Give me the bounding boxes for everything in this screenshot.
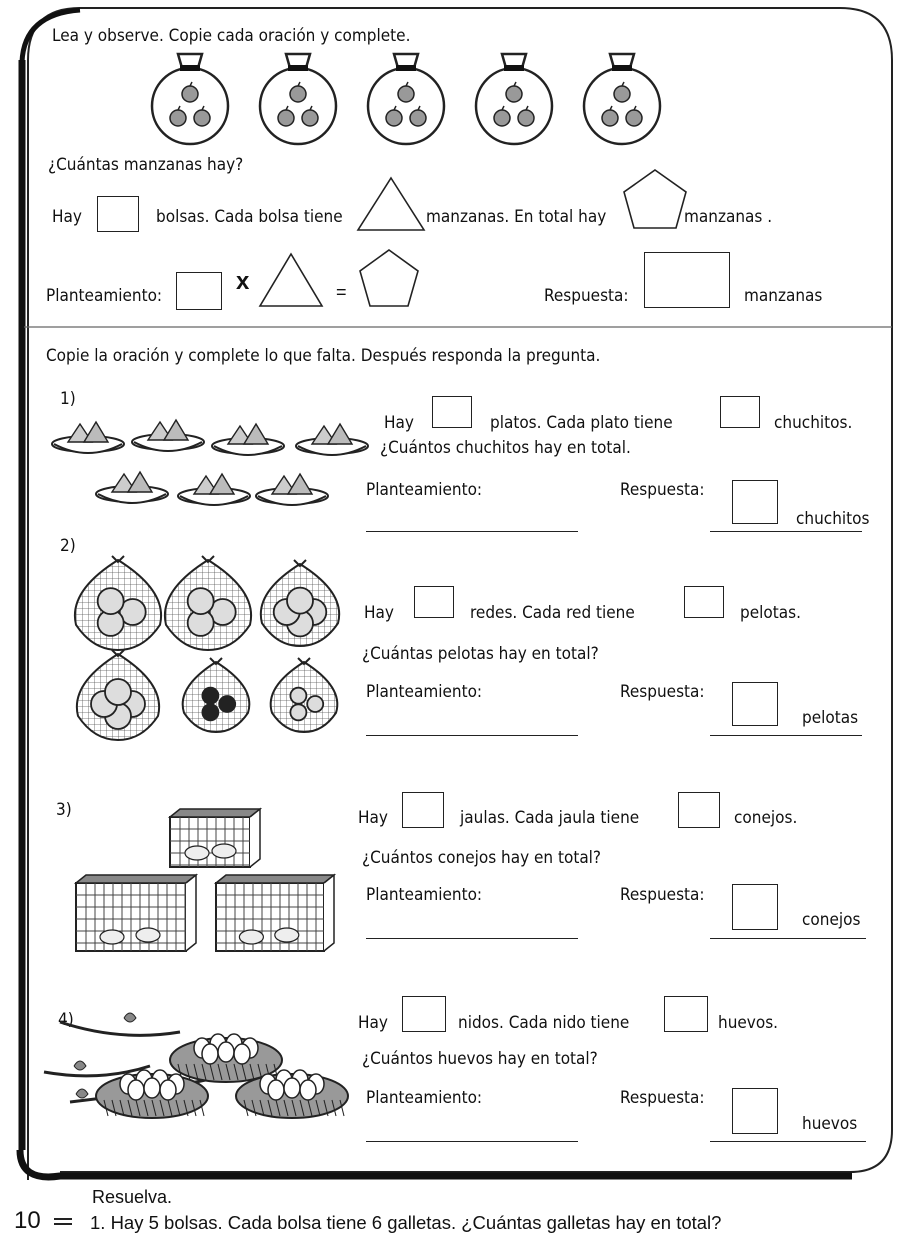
plate-tamales-icon: [178, 474, 250, 505]
problem-1-middle: platos. Cada plato tiene: [490, 413, 673, 433]
problem-2-unit: pelotas: [802, 708, 859, 728]
problem-1-number: 1): [60, 389, 76, 409]
problem-2-each-box[interactable]: [684, 586, 724, 618]
problem-1-hay: Hay: [384, 413, 414, 433]
intro-bolsas-label: bolsas. Cada bolsa tiene: [156, 207, 343, 227]
respuesta-answer-box[interactable]: [644, 252, 730, 308]
ball-net-icon: [183, 658, 250, 732]
problem-3-answer-box[interactable]: [732, 884, 778, 930]
problem-4-hay: Hay: [358, 1013, 388, 1033]
ball-net-icon: [261, 560, 339, 646]
problem-4-number: 4): [58, 1010, 74, 1030]
problem-2-end: pelotas.: [740, 603, 801, 623]
problem-2-question: ¿Cuántas pelotas hay en total?: [362, 644, 599, 664]
planteamiento-square-box[interactable]: [176, 272, 222, 310]
nets-illustration: [78, 550, 358, 746]
problem-2-answer-box[interactable]: [732, 682, 778, 726]
problem-1-each-box[interactable]: [720, 396, 760, 428]
apple-bags-row: [140, 48, 660, 148]
problem-1-respuesta-line[interactable]: [710, 531, 862, 532]
footer-problem: 1. Hay 5 bolsas. Cada bolsa tiene 6 galletas. ¿Cuántas galletas hay en total?: [90, 1212, 722, 1233]
problem-2-hay: Hay: [364, 603, 394, 623]
problem-3-middle: jaulas. Cada jaula tiene: [460, 808, 640, 828]
problem-2-respuesta: Respuesta:: [620, 682, 705, 702]
plate-tamales-icon: [52, 422, 124, 453]
problem-1-end: chuchitos.: [774, 413, 853, 433]
plate-tamales-icon: [256, 474, 328, 505]
apple-bag-icon: [152, 54, 228, 144]
problem-4-each-box[interactable]: [664, 996, 708, 1032]
problem-4-question: ¿Cuántos huevos hay en total?: [362, 1049, 598, 1069]
problem-3-planteamiento: Planteamiento:: [366, 885, 483, 905]
problem-1-unit: chuchitos: [796, 509, 870, 529]
intro-instruction: Lea y observe. Copie cada oración y complete.: [52, 26, 411, 46]
intro-manzanas-end-label: manzanas .: [684, 207, 773, 227]
equals-sign: =: [336, 282, 347, 302]
problem-3-each-box[interactable]: [678, 792, 720, 828]
problem-4-planteamiento: Planteamiento:: [366, 1088, 483, 1108]
problem-4-middle: nidos. Cada nido tiene: [458, 1013, 630, 1033]
plate-tamales-icon: [96, 472, 168, 503]
problem-3-count-box[interactable]: [402, 792, 444, 828]
plate-tamales-icon: [296, 424, 368, 455]
plate-tamales-icon: [212, 424, 284, 455]
problem-4-planteamiento-line[interactable]: [366, 1141, 578, 1142]
page-number-rule: [54, 1217, 74, 1227]
intro-manzanas-mid-label: manzanas. En total hay: [426, 207, 607, 227]
problem-2-number: 2): [60, 536, 76, 556]
intro-hay-label: Hay: [52, 207, 82, 227]
problem-2-middle: redes. Cada red tiene: [470, 603, 635, 623]
problem-3-number: 3): [56, 800, 72, 820]
apple-bag-icon: [260, 54, 336, 144]
apple-bag-icon: [368, 54, 444, 144]
section2-instruction: Copie la oración y complete lo que falta. Después responda la pregunta.: [46, 346, 601, 366]
problem-4-unit: huevos: [802, 1114, 858, 1134]
problem-3-end: conejos.: [734, 808, 798, 828]
ball-net-icon: [271, 658, 338, 732]
cages-illustration: [70, 805, 350, 955]
ball-net-icon: [165, 556, 251, 650]
problem-4-respuesta: Respuesta:: [620, 1088, 705, 1108]
planteamiento-pentagon[interactable]: [358, 248, 420, 308]
apples-per-bag-triangle[interactable]: [356, 176, 426, 232]
intro-respuesta-unit: manzanas: [744, 286, 823, 306]
problem-2-planteamiento: Planteamiento:: [366, 682, 483, 702]
problem-2-count-box[interactable]: [414, 586, 454, 618]
plates-illustration: [48, 408, 368, 508]
problem-3-planteamiento-line[interactable]: [366, 938, 578, 939]
problem-4-end: huevos.: [718, 1013, 779, 1033]
ball-net-icon: [77, 650, 159, 740]
problem-3-unit: conejos: [802, 910, 861, 930]
problem-1-question: ¿Cuántos chuchitos hay en total.: [380, 438, 631, 458]
problem-1-answer-box[interactable]: [732, 480, 778, 524]
rabbit-cage-icon: [216, 875, 334, 951]
problem-1-respuesta: Respuesta:: [620, 480, 705, 500]
problem-1-count-box[interactable]: [432, 396, 472, 428]
footer-resuelva: Resuelva.: [92, 1187, 173, 1207]
page-number: 10: [14, 1207, 41, 1234]
problem-4-answer-box[interactable]: [732, 1088, 778, 1134]
problem-4-count-box[interactable]: [402, 996, 446, 1032]
nests-illustration: [40, 1002, 360, 1132]
rabbit-cage-icon: [76, 875, 196, 951]
problem-1-planteamiento: Planteamiento:: [366, 480, 483, 500]
intro-question: ¿Cuántas manzanas hay?: [48, 155, 244, 175]
problem-3-respuesta: Respuesta:: [620, 885, 705, 905]
ball-net-icon: [75, 556, 161, 650]
bags-count-box[interactable]: [97, 196, 139, 232]
plate-tamales-icon: [132, 420, 204, 451]
problem-4-respuesta-line[interactable]: [710, 1141, 866, 1142]
apple-bag-icon: [476, 54, 552, 144]
intro-respuesta-label: Respuesta:: [544, 286, 629, 306]
problem-1-planteamiento-line[interactable]: [366, 531, 578, 532]
rabbit-cage-icon: [170, 809, 260, 867]
problem-3-hay: Hay: [358, 808, 388, 828]
times-sign: x: [236, 268, 250, 295]
problem-2-planteamiento-line[interactable]: [366, 735, 578, 736]
apple-bag-icon: [584, 54, 660, 144]
problem-3-respuesta-line[interactable]: [710, 938, 866, 939]
intro-planteamiento-label: Planteamiento:: [46, 286, 163, 306]
total-apples-pentagon[interactable]: [622, 168, 688, 230]
planteamiento-triangle[interactable]: [258, 252, 324, 308]
problem-2-respuesta-line[interactable]: [710, 735, 862, 736]
problem-3-question: ¿Cuántos conejos hay en total?: [362, 848, 602, 868]
